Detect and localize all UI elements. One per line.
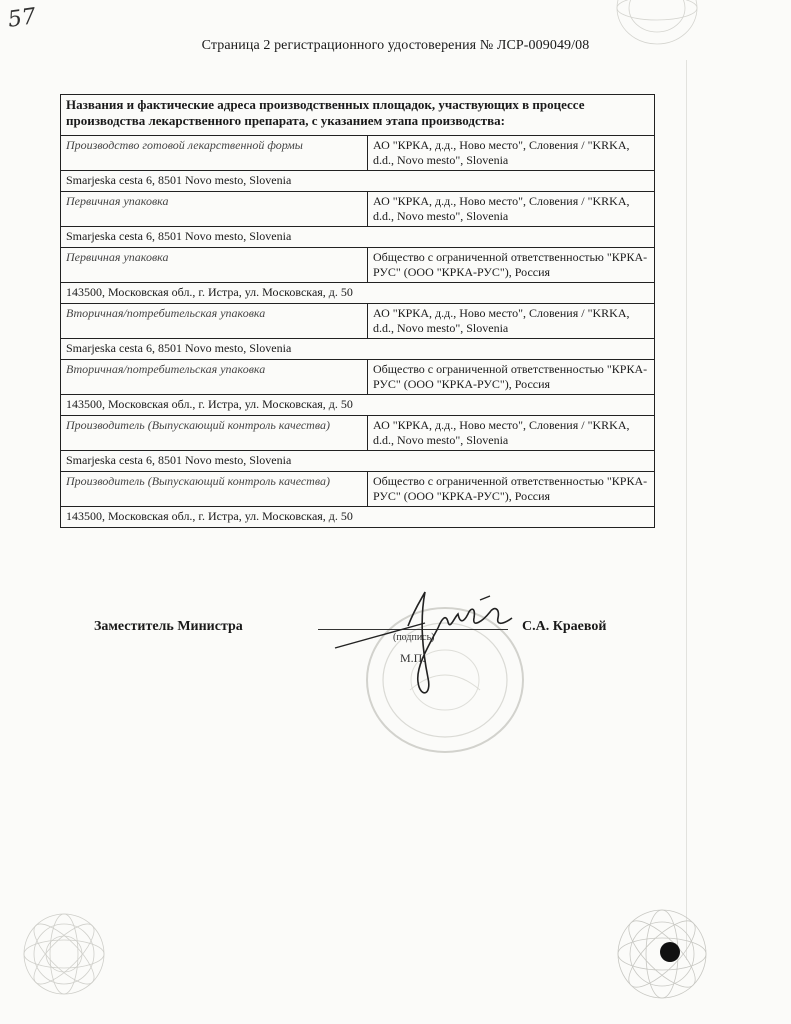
guilloche-rosette-top-right [612, 0, 702, 50]
site-address-cell: 143500, Московская обл., г. Истра, ул. Московская, д. 50 [61, 283, 655, 304]
table-row [61, 136, 655, 171]
production-stage-cell: Производство готовой лекарственной формы [61, 136, 368, 171]
scan-artifact-line [686, 60, 687, 960]
table-heading-row [61, 95, 655, 136]
manufacturer-cell: Общество с ограниченной ответственностью "КРКА-РУС" (ООО "КРКА-РУС"), Россия [368, 472, 655, 507]
site-address-cell: 143500, Московская обл., г. Истра, ул. Московская, д. 50 [61, 395, 655, 416]
table-row [61, 360, 655, 395]
site-address-cell: Smarjeska cesta 6, 8501 Novo mesto, Slovenia [61, 171, 655, 192]
table-row [61, 248, 655, 283]
site-address-cell: Smarjeska cesta 6, 8501 Novo mesto, Slovenia [61, 339, 655, 360]
manufacturer-cell: АО "КРКА, д.д., Ново место", Словения / "KRKA, d.d., Novo mesto", Slovenia [368, 304, 655, 339]
production-stage-cell: Производитель (Выпускающий контроль качества) [61, 416, 368, 451]
production-stage-cell: Вторичная/потребительская упаковка [61, 304, 368, 339]
production-stage-cell: Вторичная/потребительская упаковка [61, 360, 368, 395]
table-heading: Названия и фактические адреса производственных площадок, участвующих в процессе производства лекарственного препарата, с указанием этапа производства: [61, 95, 655, 136]
production-sites-table [60, 94, 655, 528]
table-row [61, 171, 655, 192]
table-row [61, 451, 655, 472]
table-row [61, 395, 655, 416]
manufacturer-cell: АО "КРКА, д.д., Ново место", Словения / "KRKA, d.d., Novo mesto", Slovenia [368, 136, 655, 171]
manufacturer-cell: Общество с ограниченной ответственностью "КРКА-РУС" (ООО "КРКА-РУС"), Россия [368, 248, 655, 283]
handwritten-page-number: 57 [6, 4, 38, 33]
table-row [61, 472, 655, 507]
production-stage-cell: Производитель (Выпускающий контроль качества) [61, 472, 368, 507]
table-row [61, 192, 655, 227]
table-row [61, 283, 655, 304]
stamp-place-label: М.П. [400, 651, 426, 665]
table-row [61, 507, 655, 528]
production-stage-cell: Первичная упаковка [61, 192, 368, 227]
table-row [61, 227, 655, 248]
table-row [61, 304, 655, 339]
site-address-cell: Smarjeska cesta 6, 8501 Novo mesto, Slovenia [61, 227, 655, 248]
signatory-position: Заместитель Министра [94, 619, 243, 634]
site-address-cell: 143500, Московская обл., г. Истра, ул. Московская, д. 50 [61, 507, 655, 528]
signatory-name: С.А. Краевой [522, 619, 607, 634]
signature-caption: (подпись) [393, 632, 435, 643]
table-row [61, 416, 655, 451]
handwritten-signature [330, 578, 520, 702]
manufacturer-cell: АО "КРКА, д.д., Ново место", Словения / "KRKA, d.d., Novo mesto", Slovenia [368, 192, 655, 227]
page-title: Страница 2 регистрационного удостоверения № ЛСР-009049/08 [201, 38, 590, 53]
guilloche-rosette-bottom-right [612, 904, 712, 1004]
guilloche-rosette-bottom-left [18, 908, 110, 1000]
site-address-cell: Smarjeska cesta 6, 8501 Novo mesto, Slovenia [61, 451, 655, 472]
table-row [61, 339, 655, 360]
manufacturer-cell: Общество с ограниченной ответственностью "КРКА-РУС" (ООО "КРКА-РУС"), Россия [368, 360, 655, 395]
production-stage-cell: Первичная упаковка [61, 248, 368, 283]
manufacturer-cell: АО "КРКА, д.д., Ново место", Словения / "KRKA, d.d., Novo mesto", Slovenia [368, 416, 655, 451]
